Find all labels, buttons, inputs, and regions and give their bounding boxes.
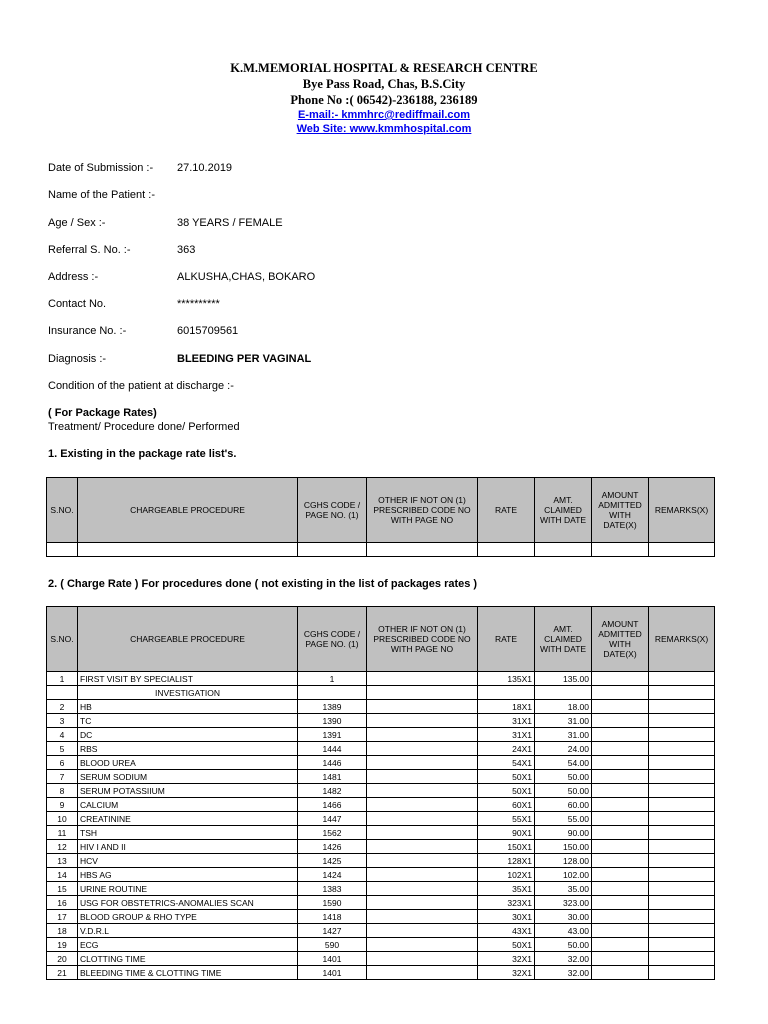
code-cell xyxy=(298,686,367,700)
hospital-name: K.M.MEMORIAL HOSPITAL & RESEARCH CENTRE xyxy=(230,61,538,75)
amount-cell: 32.00 xyxy=(535,966,592,980)
amount-cell: 90.00 xyxy=(535,826,592,840)
table-row xyxy=(47,798,715,812)
admitted-cell xyxy=(592,756,649,770)
other-cell xyxy=(367,826,478,840)
package-heading: ( For Package Rates) xyxy=(48,407,157,419)
remarks-cell xyxy=(649,952,715,966)
procedure-cell: INVESTIGATION xyxy=(78,686,298,700)
diagnosis-label: Diagnosis :- xyxy=(48,353,107,365)
col-rate: RATE xyxy=(478,607,535,672)
rate-cell: 24X1 xyxy=(478,742,535,756)
col-sno: S.NO. xyxy=(47,478,78,543)
amount-cell: 30.00 xyxy=(535,910,592,924)
col-procedure: CHARGEABLE PROCEDURE xyxy=(78,607,298,672)
section2-heading: 2. ( Charge Rate ) For procedures done ( not existing in the list of packages rates ) xyxy=(48,578,478,590)
remarks-cell xyxy=(649,896,715,910)
amount-cell: 54.00 xyxy=(535,756,592,770)
procedure-cell: SERUM POTASSIIUM xyxy=(78,784,298,798)
col-cghs: CGHS CODE / PAGE NO. (1) xyxy=(298,607,367,672)
table-row xyxy=(47,728,715,742)
condition-label: Condition of the patient at discharge :- xyxy=(48,380,234,392)
col-admitted: AMOUNT ADMITTED WITH DATE(X) xyxy=(592,607,649,672)
rate-cell: 50X1 xyxy=(478,770,535,784)
table-row xyxy=(47,938,715,952)
charge-rate-table xyxy=(46,606,715,980)
admitted-cell xyxy=(592,672,649,686)
sno-cell: 12 xyxy=(47,840,78,854)
rate-cell: 102X1 xyxy=(478,868,535,882)
other-cell xyxy=(367,728,478,742)
rate-cell: 323X1 xyxy=(478,896,535,910)
procedure-cell: HB xyxy=(78,700,298,714)
rate-cell: 54X1 xyxy=(478,756,535,770)
table-row xyxy=(47,686,715,700)
admitted-cell xyxy=(592,784,649,798)
code-cell: 1 xyxy=(298,672,367,686)
procedure-cell: BLEEDING TIME & CLOTTING TIME xyxy=(78,966,298,980)
contact-label: Contact No. xyxy=(48,298,107,310)
other-cell xyxy=(367,882,478,896)
insurance-label: Insurance No. :- xyxy=(48,325,127,337)
remarks-cell xyxy=(649,770,715,784)
remarks-cell xyxy=(649,728,715,742)
referral-value: 363 xyxy=(177,244,196,256)
col-amt: AMT. CLAIMED WITH DATE xyxy=(535,607,592,672)
code-cell: 1482 xyxy=(298,784,367,798)
admitted-cell xyxy=(592,812,649,826)
amount-cell: 31.00 xyxy=(535,728,592,742)
other-cell xyxy=(367,798,478,812)
admitted-cell xyxy=(592,952,649,966)
rate-cell: 31X1 xyxy=(478,728,535,742)
rate-cell: 18X1 xyxy=(478,700,535,714)
remarks-cell xyxy=(649,700,715,714)
cell xyxy=(535,543,592,557)
sno-cell: 13 xyxy=(47,854,78,868)
other-cell xyxy=(367,840,478,854)
amount-cell: 43.00 xyxy=(535,924,592,938)
procedure-cell: CALCIUM xyxy=(78,798,298,812)
admitted-cell xyxy=(592,882,649,896)
cell xyxy=(592,543,649,557)
code-cell: 1427 xyxy=(298,924,367,938)
other-cell xyxy=(367,910,478,924)
amount-cell: 32.00 xyxy=(535,952,592,966)
amount-cell: 50.00 xyxy=(535,938,592,952)
admitted-cell xyxy=(592,770,649,784)
code-cell: 1389 xyxy=(298,700,367,714)
age-value: 38 YEARS / FEMALE xyxy=(177,217,283,229)
rate-cell: 135X1 xyxy=(478,672,535,686)
sno-cell: 15 xyxy=(47,882,78,896)
hospital-header xyxy=(0,60,768,136)
table-row xyxy=(47,812,715,826)
procedure-cell: HCV xyxy=(78,854,298,868)
cell xyxy=(47,543,78,557)
other-cell xyxy=(367,742,478,756)
remarks-cell xyxy=(649,868,715,882)
sno-cell: 21 xyxy=(47,966,78,980)
amount-cell: 323.00 xyxy=(535,896,592,910)
code-cell: 1590 xyxy=(298,896,367,910)
col-sno: S.NO. xyxy=(47,607,78,672)
procedure-cell: TC xyxy=(78,714,298,728)
address-label: Address :- xyxy=(48,271,99,283)
age-label: Age / Sex :- xyxy=(48,217,106,229)
procedure-cell: TSH xyxy=(78,826,298,840)
code-cell: 1425 xyxy=(298,854,367,868)
remarks-cell xyxy=(649,840,715,854)
procedure-cell: RBS xyxy=(78,742,298,756)
remarks-cell xyxy=(649,672,715,686)
table-row xyxy=(47,910,715,924)
rate-cell: 90X1 xyxy=(478,826,535,840)
sno-cell: 18 xyxy=(47,924,78,938)
admitted-cell xyxy=(592,728,649,742)
admitted-cell xyxy=(592,896,649,910)
rate-cell: 55X1 xyxy=(478,812,535,826)
admitted-cell xyxy=(592,686,649,700)
table-row xyxy=(47,854,715,868)
table-row xyxy=(47,672,715,686)
other-cell xyxy=(367,938,478,952)
procedure-cell: ECG xyxy=(78,938,298,952)
table-row xyxy=(47,924,715,938)
admitted-cell xyxy=(592,938,649,952)
procedure-cell: SERUM SODIUM xyxy=(78,770,298,784)
sno-cell: 8 xyxy=(47,784,78,798)
code-cell: 1390 xyxy=(298,714,367,728)
cell xyxy=(478,543,535,557)
cell xyxy=(78,543,298,557)
amount-cell: 102.00 xyxy=(535,868,592,882)
amount-cell: 55.00 xyxy=(535,812,592,826)
other-cell xyxy=(367,756,478,770)
amount-cell: 128.00 xyxy=(535,854,592,868)
col-other: OTHER IF NOT ON (1) PRESCRIBED CODE NO WITH PAGE NO xyxy=(367,607,478,672)
rate-cell: 35X1 xyxy=(478,882,535,896)
table-row xyxy=(47,868,715,882)
table-header xyxy=(47,607,715,672)
admitted-cell xyxy=(592,742,649,756)
rate-cell: 32X1 xyxy=(478,952,535,966)
col-remarks: REMARKS(X) xyxy=(649,478,715,543)
package-rate-table xyxy=(46,477,715,557)
other-cell xyxy=(367,868,478,882)
sno-cell: 17 xyxy=(47,910,78,924)
code-cell: 1401 xyxy=(298,952,367,966)
admitted-cell xyxy=(592,910,649,924)
rate-cell: 32X1 xyxy=(478,966,535,980)
col-rate: RATE xyxy=(478,478,535,543)
amount-cell: 150.00 xyxy=(535,840,592,854)
sno-cell: 10 xyxy=(47,812,78,826)
referral-label: Referral S. No. :- xyxy=(48,244,131,256)
col-cghs: CGHS CODE / PAGE NO. (1) xyxy=(298,478,367,543)
table-row xyxy=(47,756,715,770)
col-admitted: AMOUNT ADMITTED WITH DATE(X) xyxy=(592,478,649,543)
code-cell: 1426 xyxy=(298,840,367,854)
sno-cell: 11 xyxy=(47,826,78,840)
email-link[interactable]: E-mail:- kmmhrc@rediffmail.com xyxy=(297,109,471,121)
remarks-cell xyxy=(649,966,715,980)
procedure-cell: CREATININE xyxy=(78,812,298,826)
admitted-cell xyxy=(592,868,649,882)
rate-cell xyxy=(478,686,535,700)
table-header xyxy=(47,478,715,543)
table-row xyxy=(47,882,715,896)
sno-cell: 20 xyxy=(47,952,78,966)
amount-cell: 60.00 xyxy=(535,798,592,812)
sno-cell: 3 xyxy=(47,714,78,728)
contact-value: ********** xyxy=(177,298,220,310)
sno-cell: 14 xyxy=(47,868,78,882)
procedure-cell: FIRST VISIT BY SPECIALIST xyxy=(78,672,298,686)
remarks-cell xyxy=(649,686,715,700)
table-row xyxy=(47,952,715,966)
insurance-value: 6015709561 xyxy=(177,325,239,337)
sno-cell: 16 xyxy=(47,896,78,910)
cell xyxy=(367,543,478,557)
other-cell xyxy=(367,700,478,714)
sno-cell: 2 xyxy=(47,700,78,714)
code-cell: 1444 xyxy=(298,742,367,756)
other-cell xyxy=(367,784,478,798)
other-cell xyxy=(367,952,478,966)
rate-cell: 43X1 xyxy=(478,924,535,938)
code-cell: 1424 xyxy=(298,868,367,882)
sno-cell: 9 xyxy=(47,798,78,812)
amount-cell xyxy=(535,686,592,700)
procedure-cell: USG FOR OBSTETRICS-ANOMALIES SCAN xyxy=(78,896,298,910)
package-subheading: Treatment/ Procedure done/ Performed xyxy=(48,421,240,433)
amount-cell: 24.00 xyxy=(535,742,592,756)
code-cell: 1383 xyxy=(298,882,367,896)
other-cell xyxy=(367,812,478,826)
rate-cell: 50X1 xyxy=(478,938,535,952)
code-cell: 1401 xyxy=(298,966,367,980)
table-row xyxy=(47,742,715,756)
name-label: Name of the Patient :- xyxy=(48,189,155,201)
rate-cell: 128X1 xyxy=(478,854,535,868)
rate-cell: 150X1 xyxy=(478,840,535,854)
admitted-cell xyxy=(592,924,649,938)
remarks-cell xyxy=(649,714,715,728)
procedure-cell: URINE ROUTINE xyxy=(78,882,298,896)
amount-cell: 31.00 xyxy=(535,714,592,728)
code-cell: 1391 xyxy=(298,728,367,742)
procedure-cell: DC xyxy=(78,728,298,742)
sno-cell: 4 xyxy=(47,728,78,742)
table-row xyxy=(47,700,715,714)
table-row xyxy=(47,784,715,798)
col-other: OTHER IF NOT ON (1) PRESCRIBED CODE NO WITH PAGE NO xyxy=(367,478,478,543)
amount-cell: 50.00 xyxy=(535,770,592,784)
remarks-cell xyxy=(649,798,715,812)
sno-cell xyxy=(47,686,78,700)
procedure-cell: V.D.R.L xyxy=(78,924,298,938)
code-cell: 1466 xyxy=(298,798,367,812)
amount-cell: 18.00 xyxy=(535,700,592,714)
code-cell: 1418 xyxy=(298,910,367,924)
other-cell xyxy=(367,770,478,784)
remarks-cell xyxy=(649,938,715,952)
amount-cell: 135.00 xyxy=(535,672,592,686)
table-row xyxy=(47,543,715,557)
hospital-phone: Phone No :( 06542)-236188, 236189 xyxy=(290,93,478,107)
col-remarks: REMARKS(X) xyxy=(649,607,715,672)
admitted-cell xyxy=(592,826,649,840)
rate-cell: 60X1 xyxy=(478,798,535,812)
procedure-cell: CLOTTING TIME xyxy=(78,952,298,966)
procedure-cell: HIV I AND II xyxy=(78,840,298,854)
admitted-cell xyxy=(592,840,649,854)
sno-cell: 5 xyxy=(47,742,78,756)
other-cell xyxy=(367,854,478,868)
remarks-cell xyxy=(649,756,715,770)
code-cell: 590 xyxy=(298,938,367,952)
admitted-cell xyxy=(592,966,649,980)
rate-cell: 30X1 xyxy=(478,910,535,924)
procedure-cell: HBS AG xyxy=(78,868,298,882)
other-cell xyxy=(367,966,478,980)
address-value: ALKUSHA,CHAS, BOKARO xyxy=(177,271,316,283)
table-row xyxy=(47,826,715,840)
other-cell xyxy=(367,672,478,686)
date-label: Date of Submission :- xyxy=(48,162,154,174)
remarks-cell xyxy=(649,742,715,756)
table-row xyxy=(47,896,715,910)
code-cell: 1447 xyxy=(298,812,367,826)
col-procedure: CHARGEABLE PROCEDURE xyxy=(78,478,298,543)
other-cell xyxy=(367,896,478,910)
date-value: 27.10.2019 xyxy=(177,162,233,174)
table-row xyxy=(47,840,715,854)
other-cell xyxy=(367,686,478,700)
remarks-cell xyxy=(649,924,715,938)
admitted-cell xyxy=(592,714,649,728)
cell xyxy=(298,543,367,557)
code-cell: 1562 xyxy=(298,826,367,840)
admitted-cell xyxy=(592,798,649,812)
hospital-address: Bye Pass Road, Chas, B.S.City xyxy=(302,77,466,91)
sno-cell: 19 xyxy=(47,938,78,952)
other-cell xyxy=(367,924,478,938)
procedure-cell: BLOOD GROUP & RHO TYPE xyxy=(78,910,298,924)
rate-cell: 31X1 xyxy=(478,714,535,728)
diagnosis-value: BLEEDING PER VAGINAL xyxy=(177,353,312,365)
admitted-cell xyxy=(592,700,649,714)
table-row xyxy=(47,770,715,784)
remarks-cell xyxy=(649,784,715,798)
col-amt: AMT. CLAIMED WITH DATE xyxy=(535,478,592,543)
admitted-cell xyxy=(592,854,649,868)
sno-cell: 6 xyxy=(47,756,78,770)
procedure-cell: BLOOD UREA xyxy=(78,756,298,770)
table-row xyxy=(47,714,715,728)
code-cell: 1446 xyxy=(298,756,367,770)
remarks-cell xyxy=(649,910,715,924)
remarks-cell xyxy=(649,854,715,868)
remarks-cell xyxy=(649,882,715,896)
website-link[interactable]: Web Site: www.kmmhospital.com xyxy=(296,123,472,135)
code-cell: 1481 xyxy=(298,770,367,784)
sno-cell: 1 xyxy=(47,672,78,686)
remarks-cell xyxy=(649,826,715,840)
sno-cell: 7 xyxy=(47,770,78,784)
table-row xyxy=(47,966,715,980)
amount-cell: 50.00 xyxy=(535,784,592,798)
remarks-cell xyxy=(649,812,715,826)
section1-heading: 1. Existing in the package rate list's. xyxy=(48,448,237,460)
other-cell xyxy=(367,714,478,728)
cell xyxy=(649,543,715,557)
rate-cell: 50X1 xyxy=(478,784,535,798)
amount-cell: 35.00 xyxy=(535,882,592,896)
